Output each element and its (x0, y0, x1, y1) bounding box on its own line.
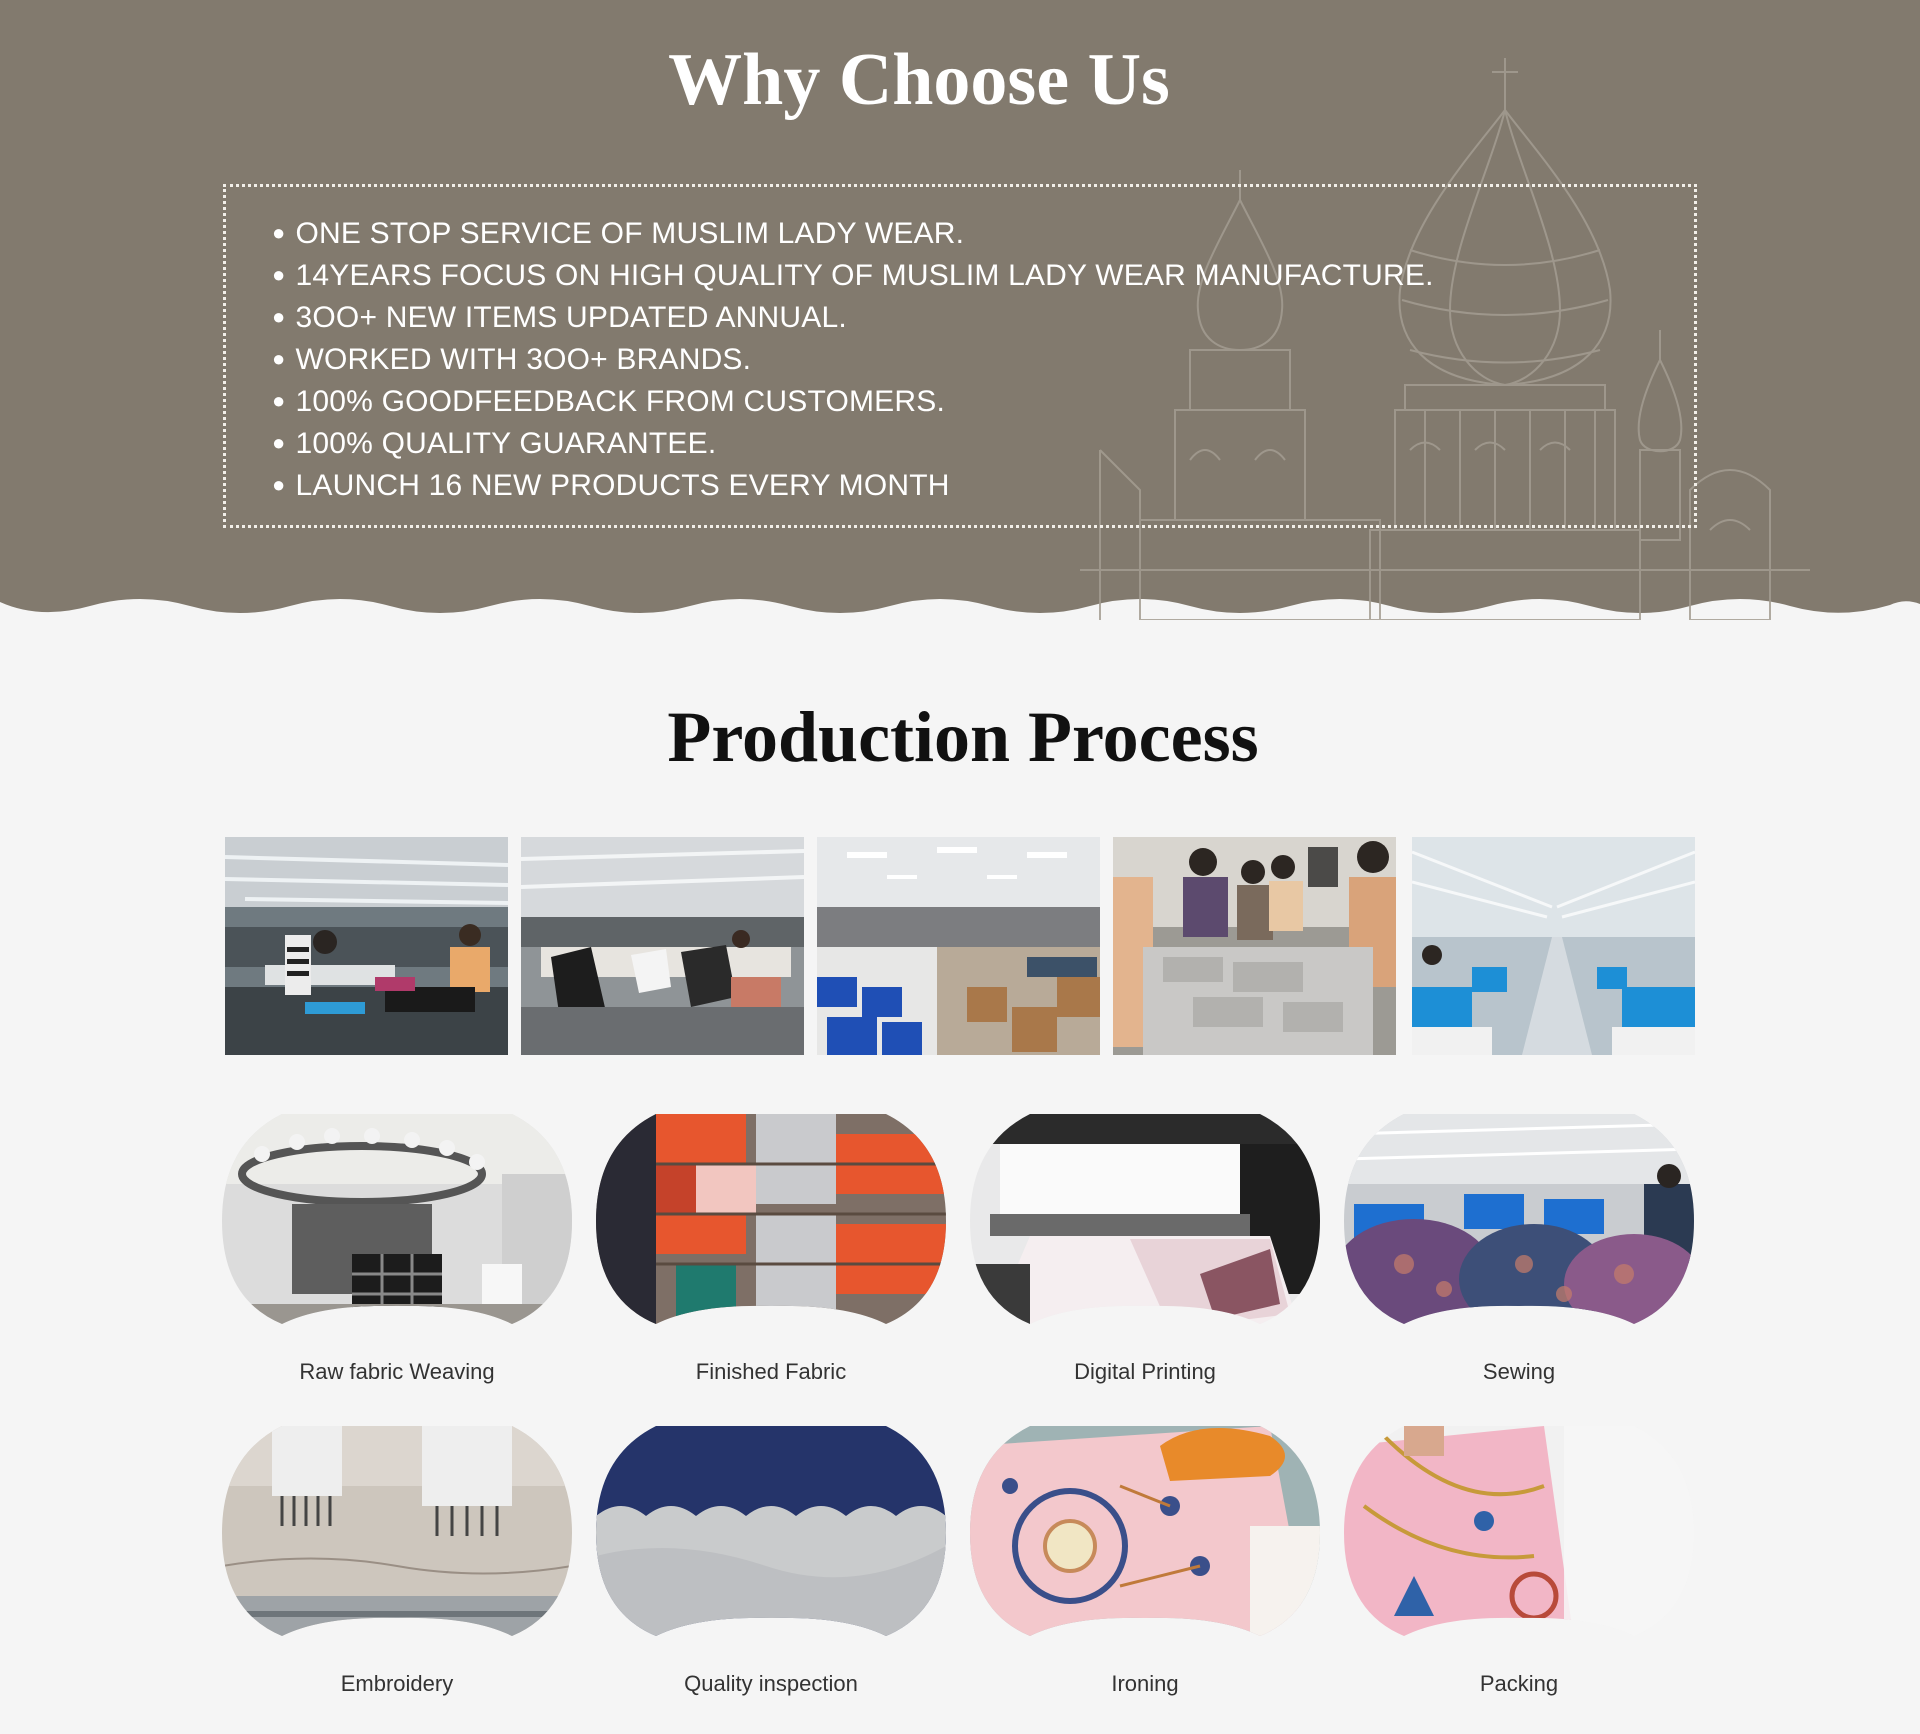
sewing-image (1344, 1114, 1694, 1329)
bullet-icon: ● (272, 262, 286, 287)
step-label: Ironing (1111, 1671, 1179, 1696)
why-list-item (272, 255, 1434, 297)
step-label: Packing (1479, 1671, 1559, 1696)
why-list-item (272, 339, 1434, 381)
step-label: Finished Fabric (695, 1359, 847, 1384)
step-label: Embroidery (340, 1671, 454, 1696)
why-choose-us-list (272, 213, 1434, 507)
step-digital-printing[interactable] (970, 1114, 1320, 1385)
step-label: Sewing (1482, 1359, 1556, 1384)
why-list-item (272, 297, 1434, 339)
why-list-item-text: 3OO+ NEW ITEMS UPDATED ANNUAL. (295, 301, 847, 334)
quality-inspection-image (596, 1426, 946, 1641)
why-list-item-text: 14YEARS FOCUS ON HIGH QUALITY OF MUSLIM LADY WEAR MANUFACTURE. (295, 259, 1434, 292)
raw-fabric-weaving-image (222, 1114, 572, 1329)
packing-image (1344, 1426, 1694, 1641)
step-raw-fabric-weaving[interactable] (222, 1114, 572, 1385)
bullet-icon: ● (272, 430, 286, 455)
sewing-workshop-photo[interactable] (225, 837, 508, 1055)
why-choose-us-list-box (223, 184, 1697, 528)
step-ironing[interactable] (970, 1426, 1320, 1697)
folding-table-photo[interactable] (1113, 837, 1396, 1055)
step-label: Raw fabric Weaving (299, 1359, 495, 1384)
why-list-item (272, 213, 1434, 255)
bullet-icon: ● (272, 220, 286, 245)
bullet-icon: ● (272, 472, 286, 497)
step-label: Quality inspection (684, 1671, 858, 1696)
bullet-icon: ● (272, 304, 286, 329)
embroidery-image (222, 1426, 572, 1641)
production-process-title: Production Process (667, 697, 1259, 777)
why-list-item-text: 100% GOODFEEDBACK FROM CUSTOMERS. (295, 385, 945, 418)
step-label: Digital Printing (1074, 1359, 1216, 1384)
step-finished-fabric[interactable] (596, 1114, 946, 1385)
why-choose-us-title: Why Choose Us (668, 39, 1170, 121)
finished-fabric-image (596, 1114, 946, 1329)
why-list-item (272, 381, 1434, 423)
factory-floor-photo[interactable] (1412, 837, 1695, 1055)
why-list-item-text: LAUNCH 16 NEW PRODUCTS EVERY MONTH (295, 469, 950, 502)
garment-line-photo[interactable] (521, 837, 804, 1055)
bullet-icon: ● (272, 346, 286, 371)
why-choose-us-section (0, 0, 1920, 620)
step-quality-inspection[interactable] (596, 1426, 946, 1697)
why-list-item-text: 100% QUALITY GUARANTEE. (295, 427, 717, 460)
factory-photo-row (225, 837, 1695, 1055)
why-list-item-text: WORKED WITH 3OO+ BRANDS. (295, 343, 752, 376)
step-sewing[interactable] (1344, 1114, 1694, 1385)
step-embroidery[interactable] (222, 1426, 572, 1697)
step-packing[interactable] (1344, 1426, 1694, 1697)
warehouse-photo[interactable] (817, 837, 1100, 1055)
why-list-item (272, 423, 1434, 465)
bullet-icon: ● (272, 388, 286, 413)
why-list-item (272, 465, 1434, 507)
ironing-image (970, 1426, 1320, 1641)
digital-printing-image (970, 1114, 1320, 1329)
why-list-item-text: ONE STOP SERVICE OF MUSLIM LADY WEAR. (295, 217, 965, 250)
